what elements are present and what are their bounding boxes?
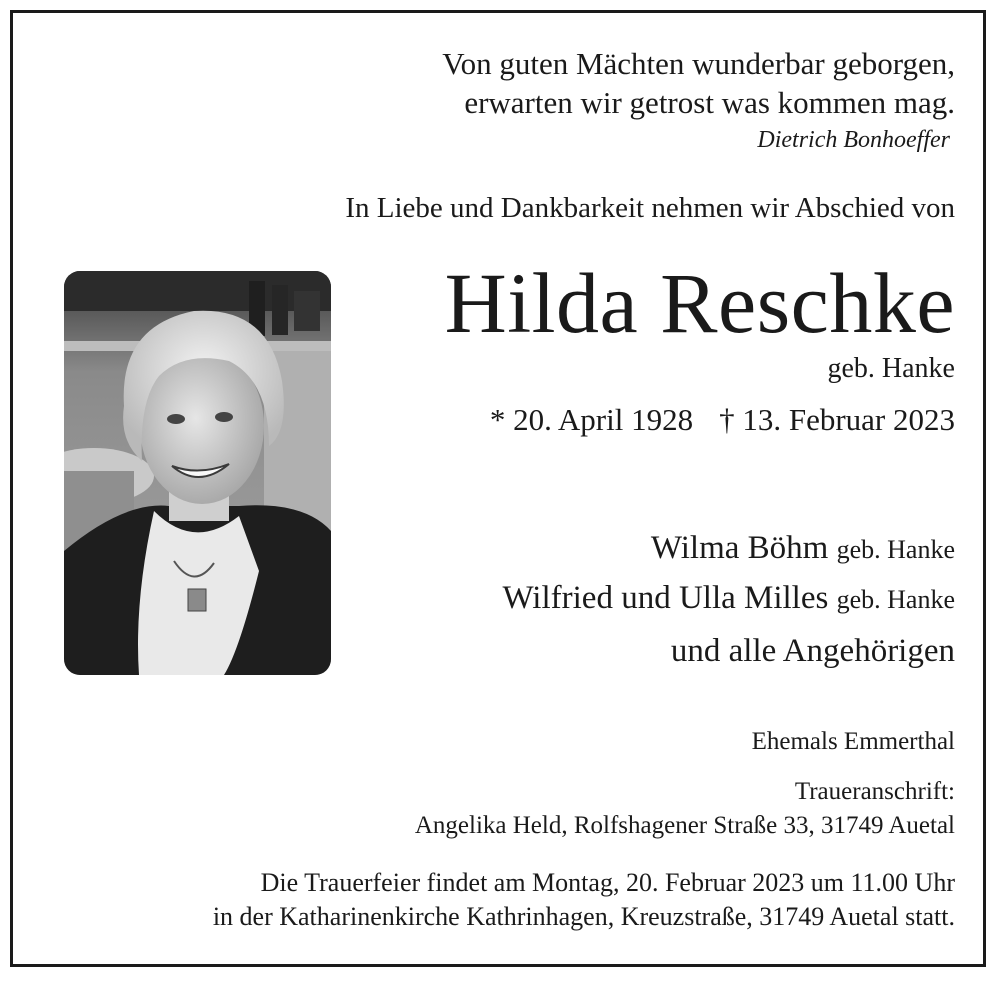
address-label: Traueranschrift: bbox=[794, 778, 955, 805]
mourner-name: Wilfried und Ulla Milles bbox=[502, 580, 829, 616]
mourner-name: Wilma Böhm bbox=[650, 530, 829, 566]
mourner-name: und alle Angehörigen bbox=[670, 633, 955, 669]
mourner-line bbox=[502, 580, 955, 617]
mourner-note: geb. Hanke bbox=[836, 585, 955, 614]
portrait-photo bbox=[64, 271, 331, 675]
quote-line-1: Von guten Mächten wunderbar geborgen, bbox=[442, 46, 955, 81]
quote-line-2: erwarten wir getrost was kommen mag. bbox=[464, 85, 955, 120]
intro-text: In Liebe und Dankbarkeit nehmen wir Abschied von bbox=[345, 192, 955, 224]
life-dates bbox=[490, 402, 955, 438]
deceased-maiden-name: geb. Hanke bbox=[827, 353, 955, 384]
deceased-name: Hilda Reschke bbox=[444, 255, 955, 351]
death-date: † 13. Februar 2023 bbox=[719, 402, 955, 437]
mourner-note: geb. Hanke bbox=[836, 535, 955, 564]
former-residence: Ehemals Emmerthal bbox=[751, 728, 955, 755]
funeral-info-line-2: in der Katharinenkirche Kathrinhagen, Kreuzstraße, 31749 Auetal statt. bbox=[212, 902, 955, 931]
funeral-info-line-1: Die Trauerfeier findet am Montag, 20. Februar 2023 um 11.00 Uhr bbox=[260, 868, 955, 897]
address-text: Angelika Held, Rolfshagener Straße 33, 31749 Auetal bbox=[414, 812, 955, 839]
mourner-line bbox=[651, 530, 955, 567]
birth-date: * 20. April 1928 bbox=[489, 402, 694, 437]
quote-author: Dietrich Bonhoeffer bbox=[757, 127, 950, 153]
mourner-line bbox=[671, 633, 955, 670]
